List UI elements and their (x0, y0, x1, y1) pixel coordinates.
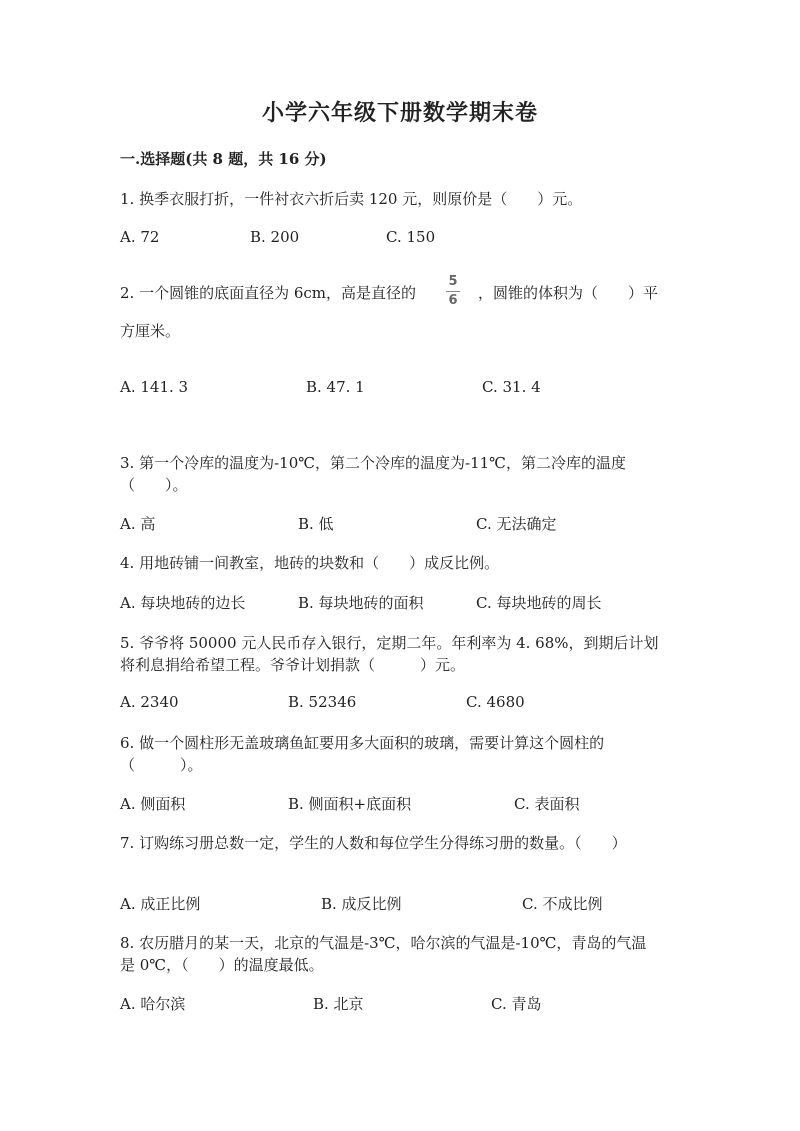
q2-option-b: B. 47. 1 (306, 378, 365, 396)
q4-option-c: C. 每块地砖的周长 (476, 594, 602, 612)
question-5-line2: 将利息捐给希望工程。爷爷计划捐款（ ）元。 (120, 656, 466, 674)
q5-option-b: B. 52346 (288, 693, 357, 711)
q8-option-c: C. 青岛 (491, 995, 542, 1013)
q3-option-c: C. 无法确定 (476, 515, 557, 533)
q7-option-b: B. 成反比例 (321, 895, 402, 913)
q3-option-a: A. 高 (120, 515, 156, 533)
q4-option-b: B. 每块地砖的面积 (298, 594, 424, 612)
question-6-line1: 6. 做一个圆柱形无盖玻璃鱼缸要用多大面积的玻璃，需要计算这个圆柱的 (120, 734, 605, 752)
question-3-line1: 3. 第一个冷库的温度为-10℃，第二个冷库的温度为-11℃，第二冷库的温度 (120, 454, 626, 472)
question-2-text-after: ，圆锥的体积为（ ）平 (478, 284, 659, 302)
q5-option-a: A. 2340 (120, 693, 179, 711)
question-2-text-line2: 方厘米。 (120, 322, 181, 340)
q7-option-a: A. 成正比例 (120, 895, 201, 913)
q2-option-c: C. 31. 4 (482, 378, 541, 396)
question-3-line2: （ ）。 (120, 476, 188, 494)
question-6-line2: （ ）。 (120, 756, 203, 774)
q5-option-c: C. 4680 (466, 693, 525, 711)
q8-option-a: A. 哈尔滨 (120, 995, 186, 1013)
fraction-denominator: 6 (448, 293, 458, 308)
question-8-line2: 是 0℃，（ ）的温度最低。 (120, 956, 324, 974)
q6-option-b: B. 侧面积+底面积 (288, 795, 412, 813)
q8-option-b: B. 北京 (313, 995, 364, 1013)
question-5-line1: 5. 爷爷将 50000 元人民币存入银行，定期二年。年利率为 4. 68%，到期后计划 (120, 634, 659, 652)
q1-option-a: A. 72 (120, 228, 160, 246)
question-1-text: 1. 换季衣服打折，一件衬衣六折后卖 120 元，则原价是（ ）元。 (120, 190, 583, 208)
question-2-text: 2. 一个圆锥的底面直径为 6cm，高是直径的 (120, 284, 417, 302)
q6-option-a: A. 侧面积 (120, 795, 186, 813)
page-title: 小学六年级下册数学期末卷 (261, 100, 538, 126)
q6-option-c: C. 表面积 (514, 795, 580, 813)
q1-option-b: B. 200 (250, 228, 300, 246)
fraction-five-sixths (444, 274, 462, 309)
fraction-numerator: 5 (448, 274, 458, 289)
question-4-text: 4. 用地砖铺一间教室，地砖的块数和（ ）成反比例。 (120, 554, 500, 572)
q4-option-a: A. 每块地砖的边长 (120, 594, 246, 612)
section-heading: 一.选择题(共 8 题，共 16 分) (120, 150, 327, 168)
q1-option-c: C. 150 (386, 228, 436, 246)
q7-option-c: C. 不成比例 (522, 895, 603, 913)
question-8-line1: 8. 农历腊月的某一天，北京的气温是-3℃，哈尔滨的气温是-10℃，青岛的气温 (120, 934, 647, 952)
q2-option-a: A. 141. 3 (120, 378, 189, 396)
q3-option-b: B. 低 (298, 515, 334, 533)
fraction-bar (446, 291, 460, 292)
question-7-text: 7. 订购练习册总数一定，学生的人数和每位学生分得练习册的数量。（ ） (120, 834, 627, 852)
